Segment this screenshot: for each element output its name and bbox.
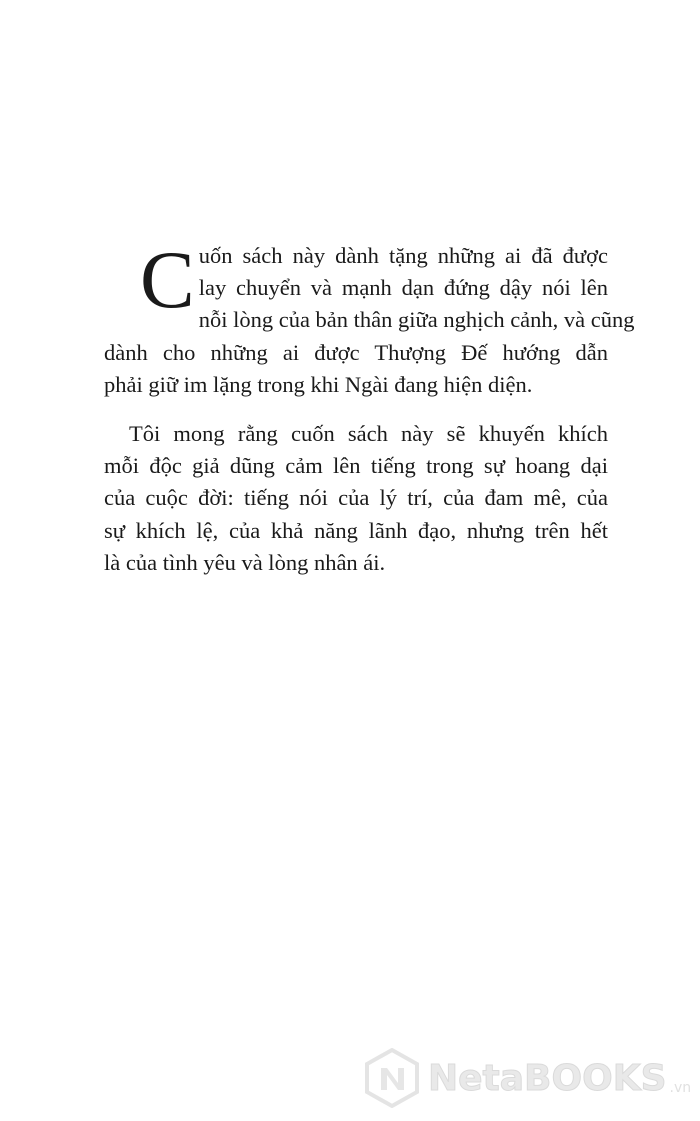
text-line: dành cho những ai được Thượng Đế hướng dẫn [104,339,608,365]
watermark-suffix: .vn [669,1080,692,1096]
text-line: mỗi độc giả dũng cảm lên tiếng trong sự hoang dại [104,453,608,479]
netabooks-watermark [364,1046,694,1110]
text-line: của cuộc đời: tiếng nói của lý trí, của đam mê, của [104,485,608,511]
text-line: Tôi mong rằng cuốn sách này sẽ khuyến khích [129,421,608,447]
text-line: phải giữ im lặng trong khi Ngài đang hiện diện. [104,371,533,397]
drop-cap-letter: C [140,234,195,325]
text-line: lay chuyển và mạnh dạn đứng dậy nói lên [198,275,608,301]
dedication-paragraph-1 [104,234,635,401]
text-line: sự khích lệ, của khả năng lãnh đạo, nhưng trên hết [104,517,608,543]
dedication-paragraph-2 [104,418,608,579]
text-line: là của tình yêu và lòng nhân ái. [104,549,386,575]
dedication-text [104,234,635,579]
netabooks-logo-icon [364,1048,420,1108]
text-line: nỗi lòng của bản thân giữa nghịch cảnh, và cũng [198,307,635,333]
watermark-brand: NetaBOOKS [428,1057,667,1099]
text-line: uốn sách này dành tặng những ai đã được [198,243,608,268]
